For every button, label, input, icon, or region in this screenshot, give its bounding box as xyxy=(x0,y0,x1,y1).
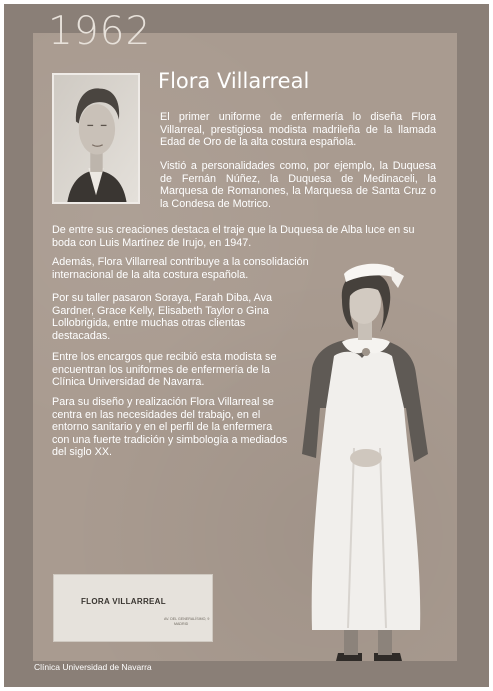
paragraph-workshop: Por su taller pasaron Soraya, Farah Diba, Ava Gardner, Grace Kelly, Elisabeth Taylor o Gina Lollobrigida, entre muchas otras clientas destacadas. xyxy=(52,292,273,342)
paragraph-consolidation: Además, Flora Villarreal contribuye a la consolidación internacional de la alta costura española. xyxy=(52,256,309,281)
paragraph-uniforms: Entre los encargos que recibió esta modista se encuentran los uniformes de enfermería de la Clínica Universidad de Navarra. xyxy=(52,351,277,388)
paragraph-first-uniform: El primer uniforme de enfermería lo diseña Flora Villarreal, prestigiosa modista madrileña de la llamada Edad de Oro de la alta costura española. xyxy=(160,111,436,148)
paragraph-clients: Vistió a personalidades como, por ejemplo, la Duquesa de Fernán Núñez, la Duquesa de Medinaceli, la Marquesa de Romanones, la Marquesa de Santa Cruz o la Condesa de Motrico. xyxy=(160,160,436,210)
nurse-photo xyxy=(282,258,442,663)
paragraph-duquesa-alba: De entre sus creaciones destaca el traje que la Duquesa de Alba luce en su boda con Luis Martínez de Irujo, en 1947. xyxy=(52,224,415,249)
portrait-title: Flora Villarreal xyxy=(158,69,310,93)
label-brand: FLORA VILLARREAL xyxy=(81,597,166,606)
flora-villarreal-portrait xyxy=(52,73,140,204)
year-heading: 1962 xyxy=(48,9,152,54)
label-address-line2: MADRID xyxy=(174,622,189,626)
paragraph-design: Para su diseño y realización Flora Villarreal se centra en las necesidades del trabajo, en el entorno sanitario y en el perfil de la enfermera con una fuerte tradición y simbología a mediados del siglo XX. xyxy=(52,396,288,458)
footer-clinic-name: Clínica Universidad de Navarra xyxy=(34,662,152,672)
label-photo xyxy=(53,574,213,642)
label-address-line1: AV. DEL GENERALÍSIMO, 9 xyxy=(164,617,210,621)
